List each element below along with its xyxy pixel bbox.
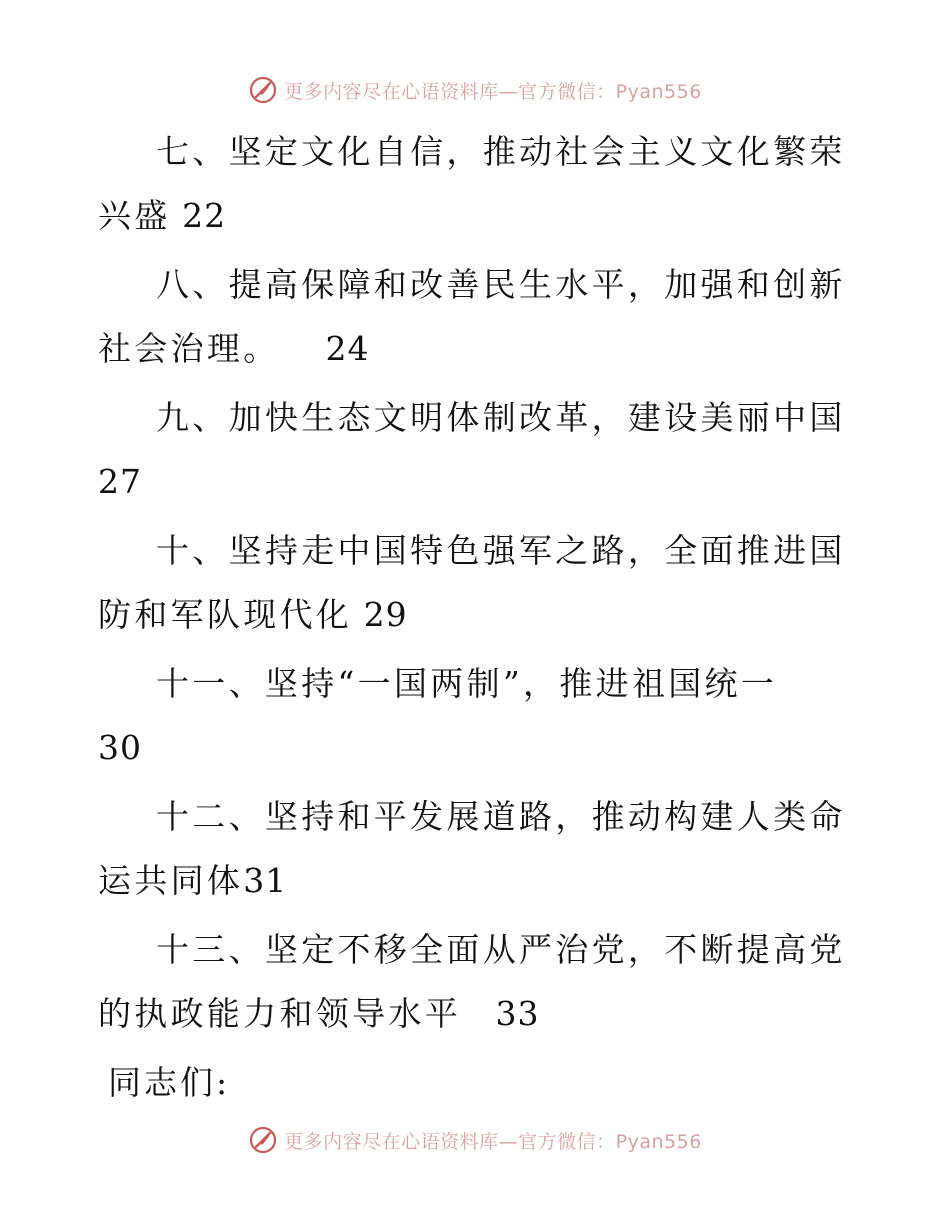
toc-entry-page: 30 — [98, 728, 142, 767]
toc-entry — [98, 785, 848, 913]
toc-entry-page: 27 — [98, 462, 142, 501]
toc-entry — [98, 386, 848, 514]
toc-entry-title: 九、加快生态文明体制改革，建设美丽中国 — [156, 398, 846, 437]
page-header-watermark — [0, 70, 950, 110]
toc-list — [98, 120, 848, 1115]
page-footer-watermark — [0, 1120, 950, 1160]
toc-entry — [98, 652, 848, 780]
quill-logo-icon — [248, 1125, 278, 1155]
quill-logo-icon — [248, 75, 278, 105]
toc-entry-page: 24 — [279, 329, 370, 368]
greeting: 同志们: — [108, 1063, 231, 1102]
toc-entry — [98, 519, 848, 647]
toc-entry — [98, 120, 848, 248]
toc-entry-page: 31 — [243, 861, 288, 900]
toc-entry-title: 七、坚定文化自信，推动社会主义文化繁荣兴盛 — [98, 132, 846, 235]
header-banner-text: 更多内容尽在心语资料库—官方微信：Pyan556 — [284, 80, 702, 103]
toc-entry-title: 八、提高保障和改善民生水平，加强和创新社会治理。 — [98, 265, 846, 368]
toc-entry — [98, 253, 848, 381]
toc-entry-title: 十、坚持走中国特色强军之路，全面推进国防和军队现代化 — [98, 531, 846, 634]
toc-entry — [98, 918, 848, 1046]
toc-entry-title: 十二、坚持和平发展道路，推动构建人类命运共同体 — [98, 797, 846, 900]
toc-entry-page: 22 — [170, 196, 227, 235]
footer-banner-text: 更多内容尽在心语资料库—官方微信：Pyan556 — [284, 1130, 702, 1153]
toc-entry-title: 十一、坚持“一国两制”，推进祖国统一 — [156, 664, 778, 703]
toc-entry-page: 33 — [461, 994, 540, 1033]
toc-entry-page: 29 — [352, 595, 408, 634]
toc-entry-title: 十三、坚定不移全面从严治党，不断提高党的执政能力和领导水平 — [98, 930, 846, 1033]
